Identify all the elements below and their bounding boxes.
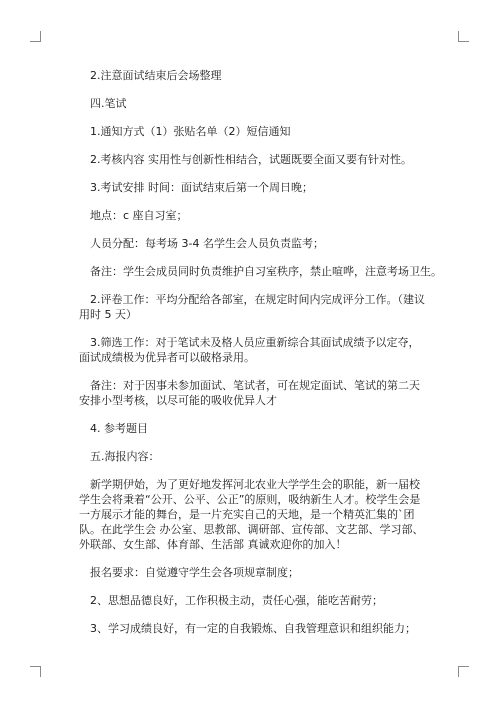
crop-mark-top-left [30, 31, 41, 42]
paragraph: 2.考核内容 实用性与创新性相结合，试题既要全面又要有针对性。 [90, 153, 412, 166]
document-body [79, 68, 442, 636]
paragraph: 2、思想品德良好，工作积极主动，责任心强，能吃苦耐劳； [90, 594, 383, 607]
paragraph: 备注：对于因事未参加面试、笔试者，可在规定面试、笔试的第二天安排小型考核，以尽可能的吸收优异人才 [79, 379, 420, 407]
paragraph: 人员分配：每考场 3-4 名学生会人员负责监考； [90, 237, 324, 250]
section-heading: 五.海报内容： [90, 450, 160, 463]
paragraph: 2.注意面试结束后会场整理 [90, 69, 222, 82]
crop-mark-top-right [458, 31, 469, 42]
section-heading: 4. 参考题目 [90, 422, 148, 435]
paragraph: 2.评卷工作：平均分配给各部室，在规定时间内完成评分工作。（建议用时 5 天） [79, 293, 425, 321]
crop-mark-bottom-left [30, 666, 41, 677]
paragraph: 1.通知方式（1）张贴名单（2）短信通知 [90, 125, 291, 138]
paragraph: 3.考试安排 时间：面试结束后第一个周日晚； [90, 181, 313, 194]
paragraph: 备注：学生会成员同时负责维护自习室秩序，禁止喧哗，注意考场卫生。 [90, 265, 442, 278]
paragraph: 报名要求：自觉遵守学生会各项规章制度； [90, 566, 299, 579]
paragraph: 3、学习成绩良好，有一定的自我锻炼、自我管理意识和组织能力； [90, 622, 416, 635]
paragraph: 新学期伊始，为了更好地发挥河北农业大学学生会的职能，新一届校学生会将秉着“公开、公平、公正”的原则，吸纳新生人才。校学生会是一方展示才能的舞台，是一片充实自己的天地，是一个精英汇集的`团队。在此学生会 办公室、思教部、调研部、宣传部、文艺部、学习部、外联部、女生部、体育部、生活部 真诚欢迎你的加入！ [79, 478, 424, 551]
section-heading: 四.笔试 [90, 97, 127, 110]
paragraph: 3.筛选工作：对于笔试未及格人员应重新综合其面试成绩予以定夺，面试成绩极为优异者可以破格录用。 [79, 336, 420, 364]
crop-mark-bottom-right [458, 666, 469, 677]
paragraph: 地点：c 座自习室； [90, 209, 188, 222]
